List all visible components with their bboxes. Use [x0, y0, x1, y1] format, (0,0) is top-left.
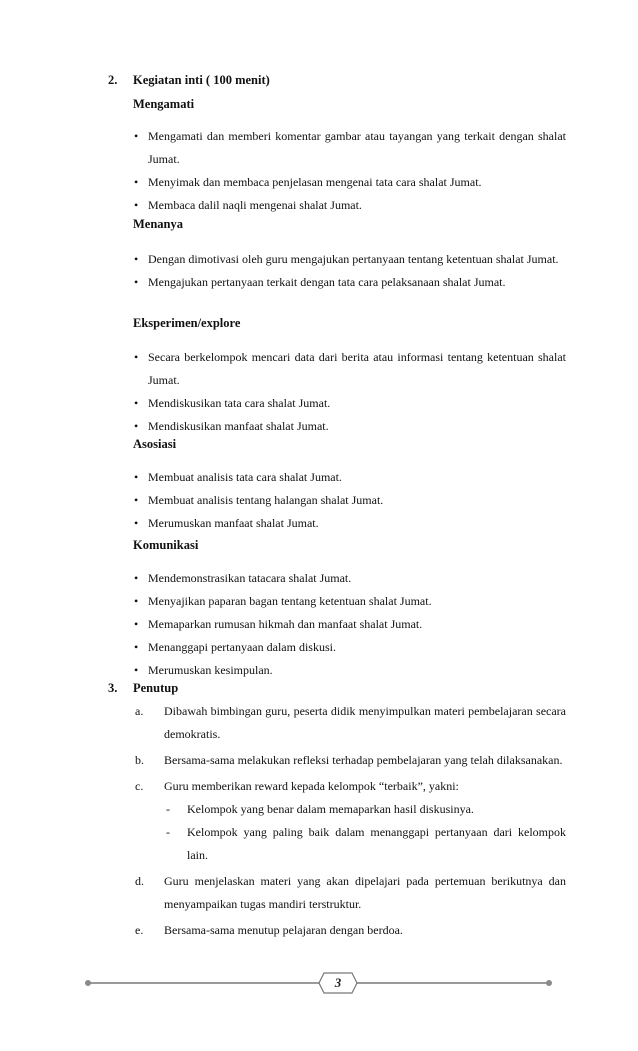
list-item: • Mengamati dan memberi komentar gambar atau tayangan yang terkait dengan shalat Jumat.: [133, 125, 566, 171]
list-item: • Membuat analisis tentang halangan shalat Jumat.: [133, 489, 566, 512]
footer-dot-right: [546, 980, 552, 986]
list-item: • Mendiskusikan tata cara shalat Jumat.: [133, 392, 566, 415]
list-item: • Secara berkelompok mencari data dari berita atau informasi tentang ketentuan shalat Jumat.: [133, 346, 566, 392]
page-number: 3: [334, 975, 342, 990]
list-marker: d.: [135, 874, 144, 888]
alpha-list-penutup: [133, 700, 566, 945]
sub-list-item-text: Kelompok yang benar dalam memaparkan hasil diskusinya.: [187, 802, 474, 816]
list-item: [133, 919, 566, 942]
list-item: [133, 775, 566, 867]
list-marker: a.: [135, 704, 144, 718]
list-item: • Dengan dimotivasi oleh guru mengajukan pertanyaan tentang ketentuan shalat Jumat.: [133, 248, 566, 271]
sub-list-item: [164, 821, 566, 867]
list-marker: e.: [135, 923, 144, 937]
bullet-list-mengamati: [133, 125, 566, 217]
list-item: • Merumuskan manfaat shalat Jumat.: [133, 512, 566, 535]
list-item-text: Bersama-sama menutup pelajaran dengan berdoa.: [164, 923, 403, 937]
sub-list-item: [164, 798, 566, 821]
section-2-title: Kegiatan inti ( 100 menit): [133, 73, 270, 87]
dash-marker: -: [166, 825, 170, 839]
section-2-number: 2.: [108, 73, 118, 87]
group-title-mengamati: Mengamati: [133, 97, 195, 111]
list-item: • Menyimak dan membaca penjelasan mengenai tata cara shalat Jumat.: [133, 171, 566, 194]
list-item-text: Guru memberikan reward kepada kelompok “terbaik”, yakni:: [164, 779, 459, 793]
list-item: • Menyajikan paparan bagan tentang ketentuan shalat Jumat.: [133, 590, 566, 613]
list-item-text: Bersama-sama melakukan refleksi terhadap pembelajaran yang telah dilaksanakan.: [164, 753, 563, 767]
bullet-list-komunikasi: [133, 567, 566, 682]
section-3-title: Penutup: [133, 681, 179, 695]
bullet-list-eksperimen: [133, 346, 566, 438]
list-item: • Merumuskan kesimpulan.: [133, 659, 566, 682]
list-item: [133, 870, 566, 916]
dash-sublist: [164, 798, 566, 867]
group-title-asosiasi: Asosiasi: [133, 437, 177, 451]
group-title-menanya: Menanya: [133, 217, 183, 231]
list-marker: b.: [135, 753, 144, 767]
list-item: • Memaparkan rumusan hikmah dan manfaat shalat Jumat.: [133, 613, 566, 636]
list-item-text: Guru menjelaskan materi yang akan dipelajari pada pertemuan berikutnya dan menyampaikan tugas mandiri terstruktur.: [164, 874, 566, 911]
list-marker: c.: [135, 779, 144, 793]
bullet-list-asosiasi: [133, 466, 566, 535]
group-title-komunikasi: Komunikasi: [133, 538, 199, 552]
bullet-list-menanya: [133, 248, 566, 294]
section-3-number: 3.: [108, 681, 118, 695]
footer-dot-left: [85, 980, 91, 986]
list-item-text: Dibawah bimbingan guru, peserta didik menyimpulkan materi pembelajaran secara demokratis.: [164, 704, 566, 741]
list-item: • Mendemonstrasikan tatacara shalat Jumat.: [133, 567, 566, 590]
list-item: • Membaca dalil naqli mengenai shalat Jumat.: [133, 194, 566, 217]
list-item: [133, 749, 566, 772]
list-item: • Mengajukan pertanyaan terkait dengan tata cara pelaksanaan shalat Jumat.: [133, 271, 566, 294]
group-title-eksperimen: Eksperimen/explore: [133, 316, 241, 330]
list-item: [133, 700, 566, 746]
list-item: • Membuat analisis tata cara shalat Jumat.: [133, 466, 566, 489]
sub-list-item-text: Kelompok yang paling baik dalam menanggapi pertanyaan dari kelompok lain.: [187, 825, 566, 862]
dash-marker: -: [166, 802, 170, 816]
list-item: • Menanggapi pertanyaan dalam diskusi.: [133, 636, 566, 659]
list-item: • Mendiskusikan manfaat shalat Jumat.: [133, 415, 566, 438]
